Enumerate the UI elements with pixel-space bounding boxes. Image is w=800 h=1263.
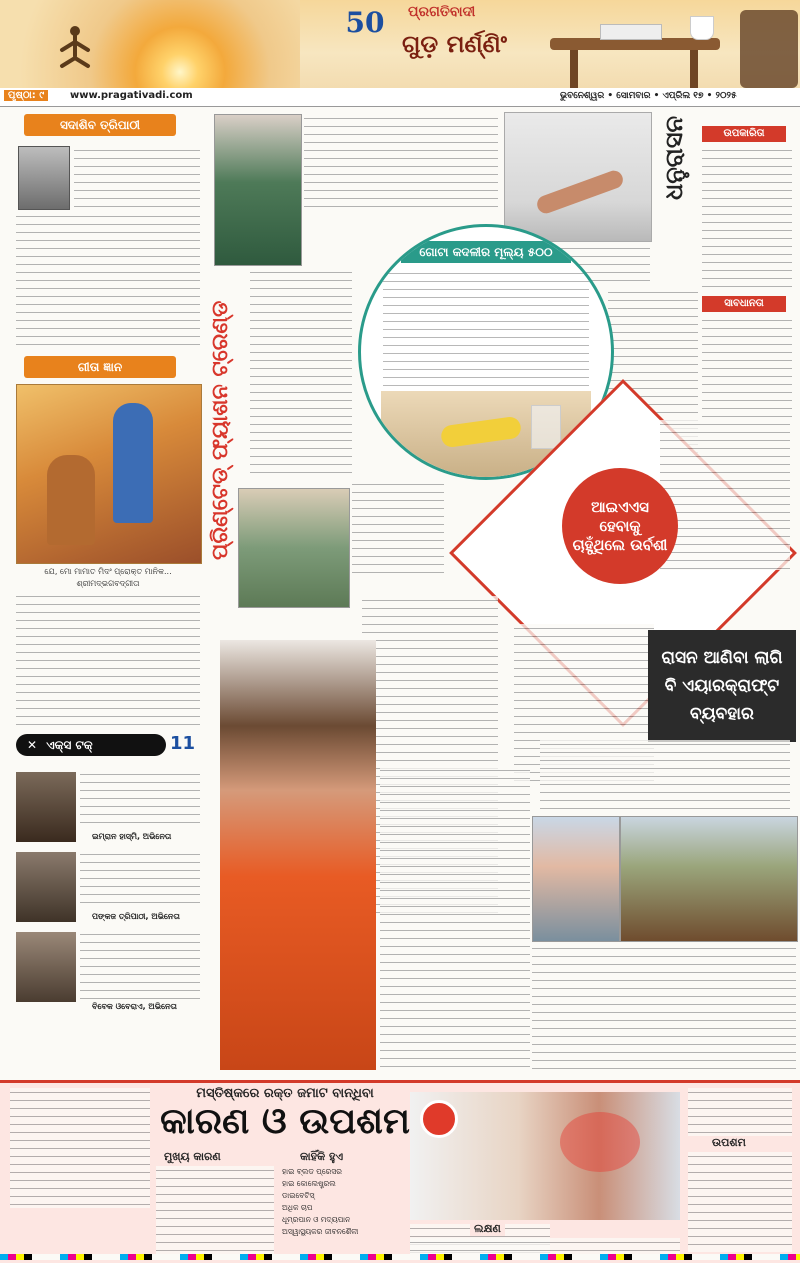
- fashion-model-photo: [214, 114, 302, 266]
- banana-text: [383, 269, 589, 387]
- yoga-benefits-header: ଉପକାରିତା: [702, 126, 786, 142]
- yoga-photo: [504, 112, 652, 242]
- list-item: ହାଇ ବ୍ଲଡ ପ୍ରେସର: [282, 1167, 342, 1176]
- health-intro-text: [10, 1088, 150, 1208]
- columnist-photo: [18, 146, 70, 210]
- gita-text: [16, 592, 200, 726]
- airship-text-bottom: [532, 944, 796, 1072]
- xtalk-quote-2: [80, 850, 200, 910]
- health-headline-big: କାରଣ ଓ ଉପଶମ: [160, 1100, 410, 1142]
- list-item: ହାଇ କୋଲେଷ୍ଟ୍ରଲ: [282, 1179, 336, 1188]
- columnist-text: [74, 146, 200, 210]
- xtalk-header: [16, 734, 166, 756]
- gita-caption: ଶ୍ରୀମଦ୍‌ଭଗବଦ୍‌ଗୀତା: [76, 579, 140, 588]
- yoga-silhouette-icon: [58, 24, 92, 74]
- brand-name: ପ୍ରଗତିବାଦୀ: [408, 4, 476, 20]
- banana-title: ଗୋଟା କଦଳୀର ମୂଲ୍ୟ ୫୦୦: [401, 241, 571, 263]
- xtalk-photo-3: [16, 932, 76, 1002]
- xtalk-label: ଏକ୍ସ ଟକ୍: [46, 738, 93, 752]
- website[interactable]: www.pragativadi.com: [70, 90, 193, 101]
- xtalk-author-2: ପଙ୍କଜ ତ୍ରିପାଠୀ, ଅଭିନେତା: [92, 912, 180, 921]
- dateline: ଭୁବନେଶ୍ୱର • ସୋମବାର • ଏପ୍ରିଲ ୧୭ • ୨୦୨୫: [560, 91, 737, 101]
- xtalk-number: 11: [170, 733, 196, 754]
- xtalk-photo-1: [16, 772, 76, 842]
- section-title: ଗୁଡ଼ ମର୍ଣ୍ଣିଂ: [402, 30, 507, 58]
- gita-painting: [16, 384, 202, 564]
- x-logo-icon: ✕: [26, 738, 38, 752]
- page-number: ପୃଷ୍ଠା: ୯: [4, 90, 48, 101]
- fashion-text-2: [352, 480, 444, 580]
- registration-marks: [0, 1254, 800, 1260]
- urvashi-headline: [562, 468, 678, 584]
- brain-clot-photo: [410, 1092, 680, 1220]
- list-item: ଅଧିକ ଚାପ: [282, 1203, 313, 1212]
- health-remedy-title: ଉପଶମ: [712, 1136, 746, 1149]
- airship-text-top: [540, 740, 790, 810]
- urvashi-text-far: [660, 420, 790, 570]
- airship-photo-woman: [532, 816, 620, 942]
- table-chair-image: [540, 10, 800, 88]
- jubilee-number: 50: [345, 6, 385, 39]
- list-item: ଡାଇବେଟିସ୍: [282, 1191, 315, 1200]
- airship-headline: ରାସନ ଆଣିବା ଲାଗି ବି ଏୟାରକ୍ରାଫ୍ଟ ବ୍ୟବହାର: [661, 648, 783, 724]
- brain-clot-icon: [420, 1100, 458, 1138]
- health-causes-title: ମୁଖ୍ୟ କାରଣ: [164, 1150, 221, 1163]
- xtalk-quote-3: [80, 930, 200, 1000]
- airship-photo-village: [620, 816, 798, 942]
- list-item: ଧୂମ୍ରପାନ ଓ ମଦ୍ୟପାନ: [282, 1215, 351, 1224]
- jubilee-logo: [330, 6, 400, 46]
- health-remedy-text: [688, 1152, 792, 1252]
- health-causes-text: [156, 1166, 274, 1254]
- yoga-benefits-list: [702, 146, 792, 290]
- fashion-model-photo-2: [238, 488, 350, 608]
- masthead: [0, 0, 800, 88]
- columnist-text-cont: [16, 212, 200, 350]
- airship-headline-box: [648, 630, 796, 742]
- sunrise-image: [0, 0, 300, 88]
- xtalk-photo-2: [16, 852, 76, 922]
- yoga-caution-header: ସାବଧାନତା: [702, 296, 786, 312]
- urvashi-headline-text: ଆଇଏଏସ ହେବାକୁ ଚାହୁଁଥିଲେ ଉର୍ବଶୀ: [572, 497, 668, 554]
- health-right-text: [688, 1088, 792, 1136]
- airship-text-left: [380, 766, 530, 1072]
- health-symptoms-title: ଲକ୍ଷଣ: [470, 1222, 505, 1236]
- dateline-bar: [0, 88, 800, 107]
- xtalk-author-3: ବିବେକ ଓବେରାଏ, ଅଭିନେତା: [92, 1002, 177, 1011]
- list-item: ଅସ୍ୱାସ୍ଥ୍ୟକର ଜୀବନଶୈଳୀ: [282, 1227, 359, 1236]
- yoga-vertical-title: ଧନୁରାସନ: [660, 115, 688, 200]
- xtalk-quote-1: [80, 770, 200, 830]
- gita-quote: ଯେ, ମୋ ମାମାତ ମିଦଂ ପ୍ରୋକ୍ତ ମାନିକ...: [44, 567, 172, 576]
- xtalk-author-1: ଇମ୍ରାନ ହାସ୍‌ମି, ଅଭିନେତା: [92, 832, 172, 841]
- yoga-caution-list: [702, 316, 792, 424]
- health-how-title: କାହିଁକି ହୁଏ: [300, 1150, 344, 1163]
- fashion-text: [250, 268, 352, 480]
- health-headline-small: ମସ୍ତିଷ୍କରେ ରକ୍ତ ଜମାଟ ବାନ୍ଧିବା: [196, 1086, 374, 1101]
- fashion-vertical-title: ପ୍ରିଣ୍ଟେଡ୍‌ ଫ୍ୟାଶନ ଟ୍ରେଣ୍ଡ: [208, 300, 233, 560]
- urvashi-photo: [220, 640, 376, 1070]
- gita-header: ଗୀତା ଜ୍ଞାନ: [24, 356, 176, 378]
- fashion-intro-text: [304, 114, 498, 214]
- columnist-header: ସଦାଶିବ ତ୍ରିପାଠୀ: [24, 114, 176, 136]
- health-how-list: [282, 1166, 410, 1238]
